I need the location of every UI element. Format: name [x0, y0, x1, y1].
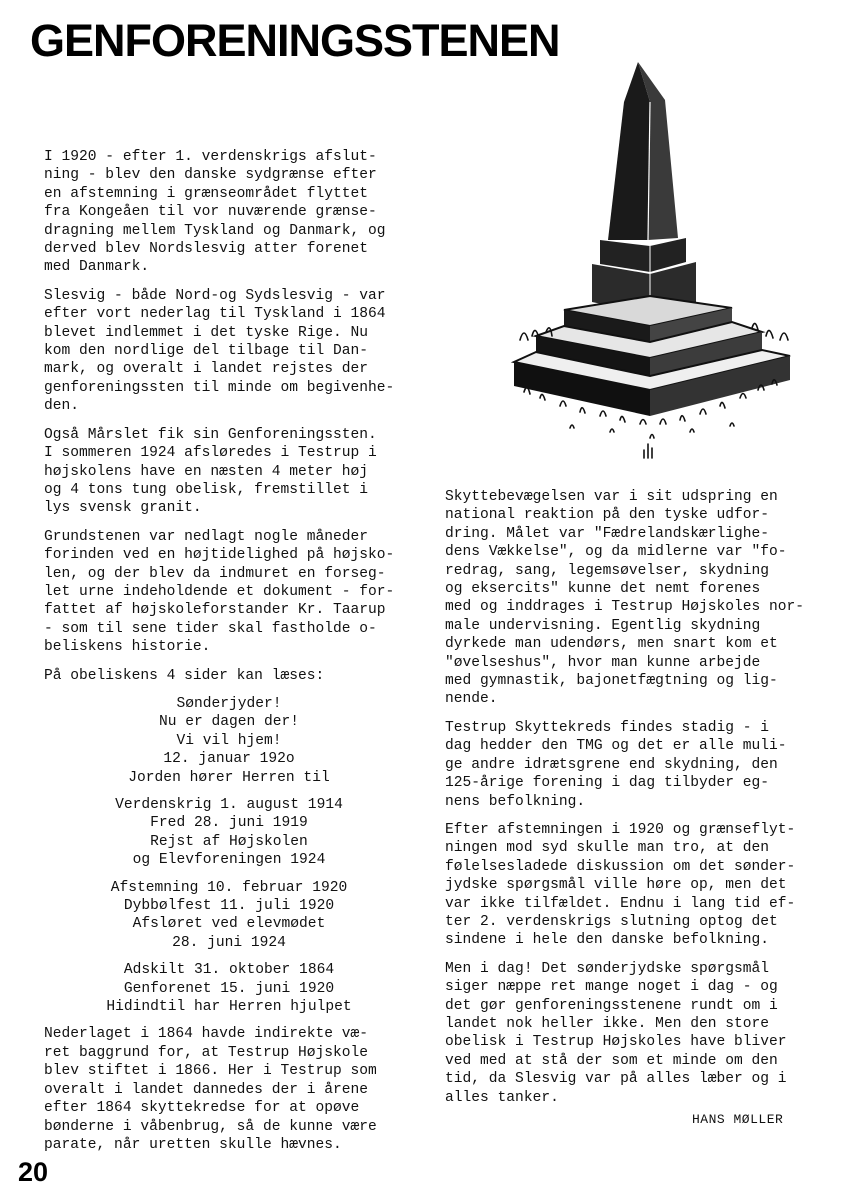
inscription-line: Sønderjyder!: [176, 695, 282, 712]
paragraph-intro: I 1920 - efter 1. verdenskrigs afslut- ning - blev den danske sydgrænse efter en afstemning i grænseområdet flyttet fra Kongeåen til vor nuværende grænse- dragning mellem Tyskland og Danmark, og derved blev Nordslesvig atter forenet med Danmark.: [44, 149, 386, 276]
inscription-side-1: [44, 695, 414, 787]
obelisk-illustration: [500, 40, 800, 480]
author-signature: HANS MØLLER: [692, 1112, 784, 1127]
obelisk-shaft-front: [608, 62, 650, 240]
inscription-side-3: [44, 879, 414, 953]
paragraph-skyttekreds: Testrup Skyttekreds findes stadig - i dag hedder den TMG og det er alle muli- ge andre idrætsgrene end skydning, den 125-årige forening i dag tilbyder eg- nens befolkning.: [445, 719, 787, 810]
inscription-side-4: [44, 961, 414, 1016]
inscription-line: 28. juni 1924: [172, 934, 286, 951]
page-number: 20: [18, 1157, 49, 1187]
inscription-line: Vi vil hjem!: [176, 732, 282, 749]
inscription-line: 12. januar 192o: [163, 751, 295, 768]
inscription-side-2: [44, 796, 414, 870]
inscription-line: Verdenskrig 1. august 1914: [115, 797, 343, 813]
paragraph-men-i-dag: Men i dag! Det sønderjydske spørgsmål siger næppe ret mange noget i dag - og det gør genforeningsstenene rundt om i landet nok heller ikke. Men den store obelisk i Testrup Højskoles have bliver ved med at stå der som et minde om den tid, da Slesvig var på alles læber og i alles tanker.: [445, 960, 787, 1106]
paragraph-maarslet: Også Mårslet fik sin Genforeningssten. I sommeren 1924 afsløredes i Testrup i højskolens have en næsten 4 meter høj og 4 tons tung obelisk, fremstillet i lys svensk granit.: [44, 426, 377, 517]
inscription-line: Hidindtil har Herren hjulpet: [106, 999, 352, 1016]
paragraph-slesvig: Slesvig - både Nord-og Sydslesvig - var efter vort nederlag til Tyskland i 1864 blevet indlemmet i det tyske Rige. Nu kom den nordlige del tilbage til Dan- mark, og overalt i landet rejstes der genforeningssten til minde om begivenhe- den.: [44, 287, 395, 415]
inscription-line: Afstemning 10. februar 1920: [110, 879, 348, 896]
paragraph-skyttebevaegelsen: Skyttebevægelsen var i sit udspring en national reaktion på den tyske udfor- dring. Målet var "Fædrelandskærlighe- dens Vækkelse", og da midlerne var "fo- redrag, sang, legemsøvelser, skydning og eksercits" kunne det nemt forenes med og inddrages i Testrup Højskoles nor- male undervisning. Egentlig skydning dyrkede man udendørs, men snart kom et "øvelseshus", hvor man kunne arbejde med gymnastik, bajonetfægtning og lig- nende.: [445, 489, 805, 708]
inscription-line: Jorden hører Herren til: [128, 769, 330, 786]
inscription-line: Fred 28. juni 1919: [150, 815, 308, 832]
inscription-line: Afsløret ved elevmødet: [132, 916, 326, 933]
paragraph-grundsten: Grundstenen var nedlagt nogle måneder forinden ved en højtidelighed på højsko- len, og der blev da indmuret en forseg- let urne indeholdende et dokument - for- fattet af højskoleforstander Kr. Taarup - som til sene tider skal fastholde o- beliskens historie.: [44, 528, 395, 656]
right-column: [445, 488, 820, 1117]
inscription-line: Nu er dagen der!: [158, 714, 300, 731]
inscription-line: Adskilt 31. oktober 1864: [123, 962, 335, 979]
paragraph-inscription-intro: På obeliskens 4 sider kan læses:: [44, 667, 325, 684]
left-column: [44, 148, 414, 1164]
inscription-line: og Elevforeningen 1924: [132, 852, 326, 869]
page-title: GENFORENINGSSTENEN: [30, 15, 560, 66]
inscription-line: Genforenet 15. juni 1920: [123, 980, 335, 997]
inscription-line: Rejst af Højskolen: [150, 833, 308, 850]
paragraph-nederlaget: Nederlaget i 1864 havde indirekte væ- ret baggrund for, at Testrup Højskole blev stiftet i 1866. Her i Testrup som overalt i landet dannedes der i årene efter 1864 skyttekredse for at opøve bønderne i våbenbrug, så de kunne være parate, når uretten skulle hævnes.: [44, 1026, 377, 1153]
pedestal-upper: [600, 238, 686, 272]
inscription-line: Dybbølfest 11. juli 1920: [123, 898, 335, 915]
paragraph-afstemningen: Efter afstemningen i 1920 og grænseflyt- ningen mod syd skulle man tro, at den følelsesladede diskussion om det sønder- jydske spørgsmål ville høre op, men det var ikke tilfældet. Endnu i lang tid ef- ter 2. verdenskrigs slutning optog det sindene i hele den danske befolkning.: [445, 821, 796, 949]
